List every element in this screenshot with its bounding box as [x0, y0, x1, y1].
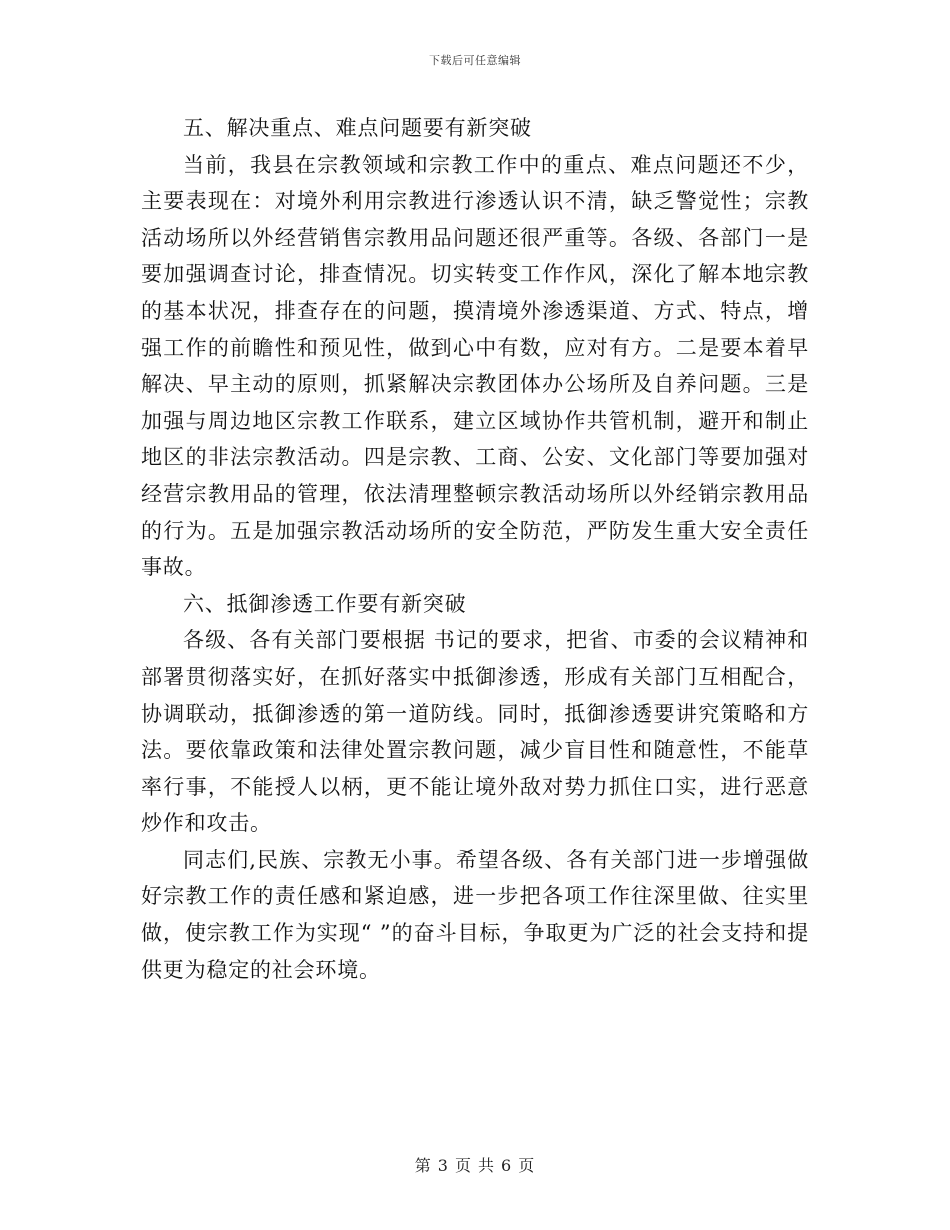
closing-paragraph: 同志们,民族、宗教无小事。希望各级、各有关部门进一步增强做好宗教工作的责任感和紧迫感，进一步把各项工作往深里做、往实里做，使宗教工作为实现“ ”的奋斗目标，争取更为广泛的社会支持和提供更为稳定的社会环境。 — [141, 847, 809, 982]
footer-page-number: 3 — [437, 1156, 449, 1175]
section-heading-5: 五、解决重点、难点问题要有新突破 — [183, 116, 532, 140]
page-footer — [0, 1153, 950, 1176]
footer-suffix: 页 — [518, 1156, 536, 1175]
document-body — [141, 110, 809, 988]
page-header: 下载后可任意编辑 — [429, 54, 521, 67]
footer-prefix: 第 — [414, 1156, 432, 1175]
section-heading-6: 六、抵御渗透工作要有新突破 — [183, 591, 467, 616]
section-6-paragraph-1: 各级、各有关部门要根据 书记的要求，把省、市委的会议精神和部署贯彻落实好，在抓好落实中抵御渗透，形成有关部门互相配合，协调联动，抵御渗透的第一道防线。同时，抵御渗透要讲究策略和方法。要依靠政策和法律处置宗教问题，减少盲目性和随意性，不能草率行事，不能授人以柄，更不能让境外敌对势力抓住口实，进行恶意炒作和攻击。 — [141, 628, 809, 836]
footer-total-pages: 6 — [501, 1156, 513, 1175]
footer-middle: 页 共 — [454, 1156, 496, 1175]
section-5-paragraph-1: 当前，我县在宗教领域和宗教工作中的重点、难点问题还不少，主要表现在：对境外利用宗教进行渗透认识不清，缺乏警觉性；宗教活动场所以外经营销售宗教用品问题还很严重等。各级、各部门一是要加强调查讨论，排查情况。切实转变工作作风，深化了解本地宗教的基本状况，排查存在的问题，摸清境外渗透渠道、方式、特点，增强工作的前瞻性和预见性，做到心中有数，应对有方。二是要本着早解决、早主动的原则，抓紧解决宗教团体办公场所及自养问题。三是加强与周边地区宗教工作联系，建立区域协作共管机制，避开和制止地区的非法宗教活动。四是宗教、工商、公安、文化部门等要加强对经营宗教用品的管理，依法清理整顿宗教活动场所以外经销宗教用品的行为。五是加强宗教活动场所的安全防范，严防发生重大安全责任事故。 — [141, 152, 809, 580]
